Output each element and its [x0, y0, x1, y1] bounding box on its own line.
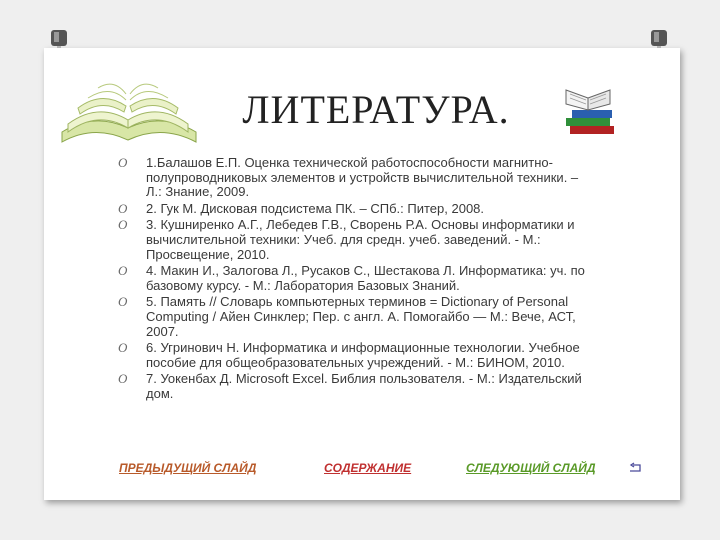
- reference-list: [118, 156, 594, 404]
- reference-text: 1.Балашов Е.П. Оценка технической работоспособности магнитно-полупроводниковых элементов и устройств вычислительной техники. – Л.: Знание, 2009.: [146, 155, 579, 200]
- previous-slide-link[interactable]: ПРЕДЫДУЩИЙ СЛАЙД: [119, 461, 257, 475]
- return-arrow-icon[interactable]: [628, 462, 642, 474]
- list-item: [118, 202, 594, 217]
- page-title: ЛИТЕРАТУРА.: [242, 87, 510, 132]
- list-item: [118, 295, 594, 339]
- bullet-icon: O: [118, 263, 128, 279]
- bullet-icon: O: [118, 294, 128, 310]
- bullet-icon: O: [118, 217, 128, 233]
- reference-text: 5. Память // Словарь компьютерных терминов = Dictionary of Personal Computing / Айен Синклер; Пер. с англ. А. Помогайбо — М.: Вече, АСТ, 2007.: [146, 294, 576, 339]
- bullet-icon: O: [118, 340, 128, 356]
- next-slide-link[interactable]: СЛЕДУЮЩИЙ СЛАЙД: [466, 461, 596, 475]
- list-item: [118, 341, 594, 370]
- list-item: [118, 218, 594, 262]
- list-item: [118, 372, 594, 401]
- contents-link[interactable]: СОДЕРЖАНИЕ: [324, 461, 412, 475]
- book-stack-icon: [560, 80, 620, 138]
- reference-text: 7. Уокенбах Д. Microsoft Excel. Библия пользователя. - М.: Издательский дом.: [146, 371, 582, 401]
- reference-text: 6. Угринович Н. Информатика и информационные технологии. Учебное пособие для общеобразовательных учреждений. - М.: БИНОМ, 2010.: [146, 340, 580, 370]
- reference-text: 4. Макин И., Залогова Л., Русаков С., Шестакова Л. Информатика: уч. по базовому курсу. - М.: Лаборатория Базовых Знаний.: [146, 263, 585, 293]
- bullet-icon: O: [118, 155, 128, 170]
- list-item: [118, 156, 594, 200]
- bullet-icon: O: [118, 371, 128, 387]
- bullet-icon: O: [118, 200, 128, 216]
- reference-text: 3. Кушниренко А.Г., Лебедев Г.В., Сворень Р.А. Основы информатики и вычислительной техники: Учеб. для средн. учеб. заведений. - М.: Просвещение, 2010.: [146, 217, 575, 262]
- reference-text: 2. Гук М. Дисковая подсистема ПК. – СПб.: Питер, 2008.: [146, 200, 485, 216]
- list-item: [118, 264, 594, 293]
- open-book-icon: [58, 72, 200, 152]
